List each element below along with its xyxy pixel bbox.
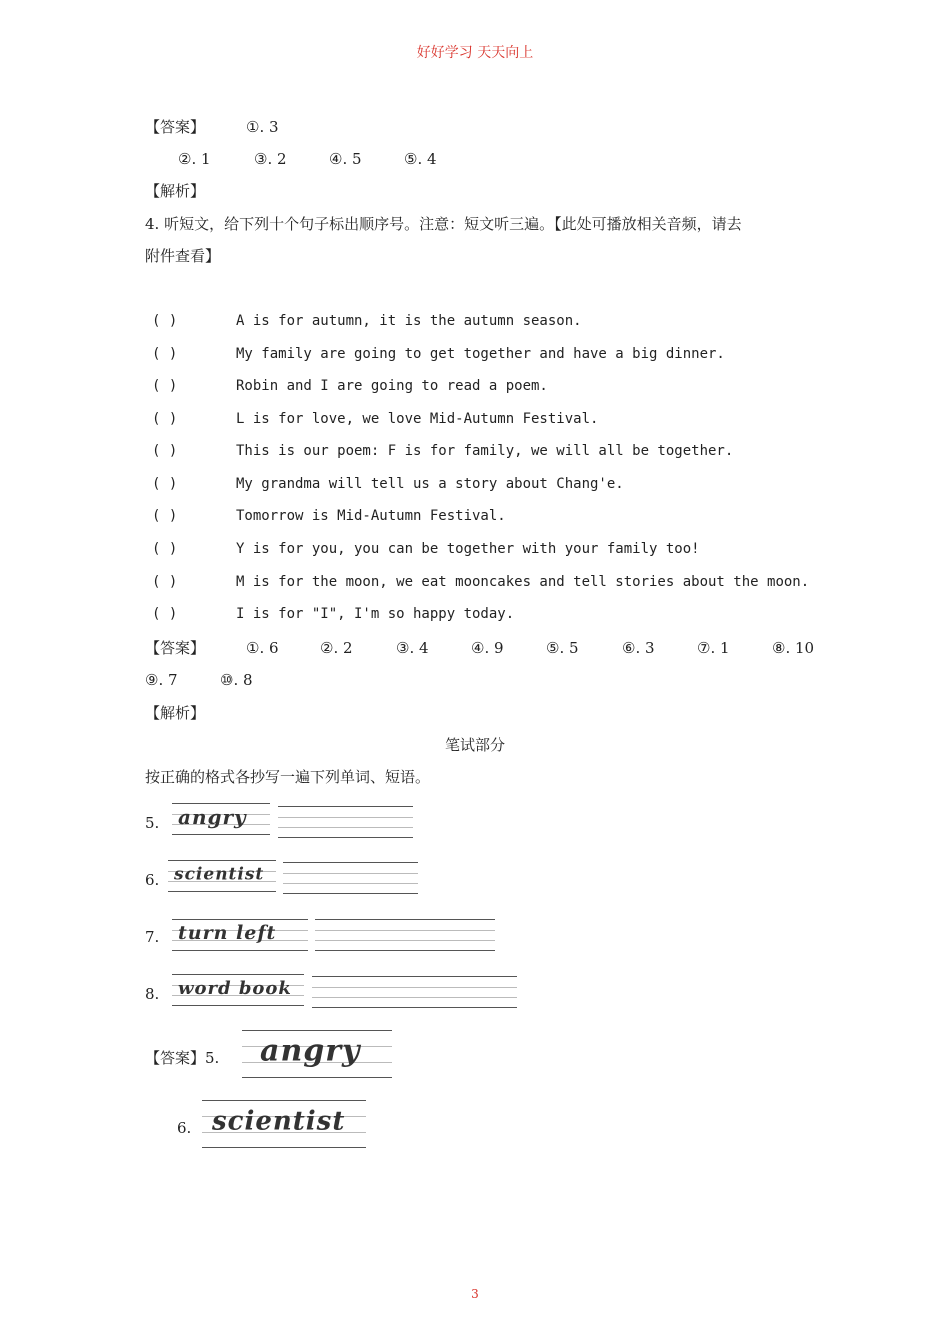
- copy-item-7-blank-lines[interactable]: [315, 919, 495, 951]
- answer-item-5-grid: [242, 1030, 392, 1078]
- answer-blank-paren[interactable]: ( ): [152, 541, 178, 557]
- q4-answer-8: ⑧. 10: [772, 639, 815, 657]
- answer-item-6-number: 6.: [177, 1119, 192, 1137]
- answer-item-6-word: scientist: [212, 1106, 346, 1137]
- answer-blank-paren[interactable]: ( ): [152, 606, 178, 622]
- sentence-text: Tomorrow is Mid-Autumn Festival.: [236, 508, 506, 524]
- copy-item-5-blank-lines[interactable]: [278, 806, 413, 838]
- q4-answer-4: ④. 9: [471, 639, 504, 657]
- sentence-text: This is our poem: F is for family, we will all be together.: [236, 443, 734, 459]
- copy-item-7-sample: [172, 919, 308, 951]
- answer-blank-paren[interactable]: ( ): [152, 443, 178, 459]
- copy-item-5-sample: [172, 803, 270, 835]
- q4-instruction-line2: 附件查看】: [145, 247, 221, 265]
- copy-item-5-word: angry: [178, 805, 247, 830]
- written-instruction: 按正确的格式各抄写一遍下列单词、短语。: [145, 768, 431, 786]
- written-section-title: 笔试部分: [444, 736, 505, 754]
- q3-answer-5: ⑤. 4: [404, 150, 437, 168]
- q3-analysis-label: 【解析】: [145, 182, 206, 200]
- written-answer-label: 【答案】5.: [145, 1049, 220, 1067]
- q4-answer-2: ②. 2: [320, 639, 353, 657]
- copy-item-6-number: 6.: [145, 871, 160, 889]
- sentence-text: My family are going to get together and have a big dinner.: [236, 346, 725, 362]
- copy-item-8-blank-lines[interactable]: [312, 976, 517, 1008]
- q4-answer-1: ①. 6: [246, 639, 279, 657]
- answer-blank-paren[interactable]: ( ): [152, 476, 178, 492]
- sentence-text: L is for love, we love Mid-Autumn Festival.: [236, 411, 599, 427]
- answer-item-6-grid: [202, 1100, 366, 1148]
- copy-item-8-sample: [172, 974, 304, 1006]
- q4-answer-7: ⑦. 1: [697, 639, 730, 657]
- answer-blank-paren[interactable]: ( ): [152, 574, 178, 590]
- q4-answer-6: ⑥. 3: [622, 639, 655, 657]
- answer-blank-paren[interactable]: ( ): [152, 378, 178, 394]
- copy-item-7-number: 7.: [145, 928, 160, 946]
- page-number: 3: [471, 1287, 479, 1301]
- q4-instruction-line1: 4. 听短文，给下列十个句子标出顺序号。注意：短文听三遍。【此处可播放相关音频，请去: [145, 215, 742, 233]
- q3-answer-3: ③. 2: [254, 150, 287, 168]
- answer-blank-paren[interactable]: ( ): [152, 411, 178, 427]
- answer-item-5-word: angry: [260, 1033, 361, 1069]
- copy-item-7-word: turn left: [178, 922, 277, 945]
- sentence-text: I is for "I", I'm so happy today.: [236, 606, 515, 622]
- sentence-text: M is for the moon, we eat mooncakes and tell stories about the moon.: [236, 574, 810, 590]
- sentence-text: Robin and I are going to read a poem.: [236, 378, 548, 394]
- answer-blank-paren[interactable]: ( ): [152, 313, 178, 329]
- copy-item-8-number: 8.: [145, 985, 160, 1003]
- q4-answer-label: 【答案】: [145, 639, 206, 657]
- sentence-text: My grandma will tell us a story about Chang'e.: [236, 476, 624, 492]
- copy-item-8-word: word book: [178, 977, 292, 999]
- page-header: 好好学习 天天向上: [416, 45, 534, 61]
- q3-answer-label: 【答案】: [145, 118, 206, 136]
- answer-blank-paren[interactable]: ( ): [152, 508, 178, 524]
- q4-answer-3: ③. 4: [396, 639, 429, 657]
- sentence-text: A is for autumn, it is the autumn season.: [236, 313, 582, 329]
- sentence-text: Y is for you, you can be together with your family too!: [236, 541, 700, 557]
- q3-answer-2: ②. 1: [178, 150, 211, 168]
- copy-item-5-number: 5.: [145, 814, 160, 832]
- copy-item-6-blank-lines[interactable]: [283, 862, 418, 894]
- q4-answer-10: ⑩. 8: [220, 671, 253, 689]
- q4-answer-5: ⑤. 5: [546, 639, 579, 657]
- q4-analysis-label: 【解析】: [145, 704, 206, 722]
- q3-answer-1: ①. 3: [246, 118, 279, 136]
- answer-blank-paren[interactable]: ( ): [152, 346, 178, 362]
- q4-answer-9: ⑨. 7: [145, 671, 178, 689]
- copy-item-6-sample: [168, 860, 276, 892]
- copy-item-6-word: scientist: [174, 864, 265, 885]
- q3-answer-4: ④. 5: [329, 150, 362, 168]
